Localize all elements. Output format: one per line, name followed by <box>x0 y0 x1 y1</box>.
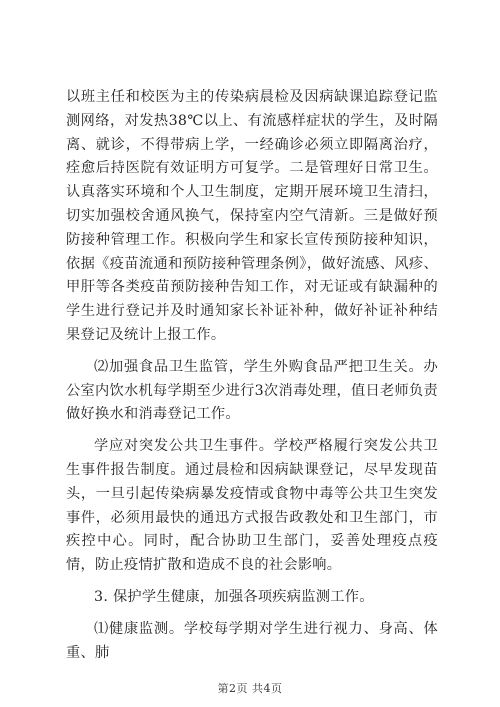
paragraph-food-hygiene: ⑵加强食品卫生监管，学生外购食品严把卫生关。办公室内饮水机每学期至少进行3次消毒处理，值日老师负责做好换水和消毒登记工作。 <box>66 358 438 423</box>
paragraph-health-monitoring-continued: 以班主任和校医为主的传染病晨检及因病缺课追踪登记监测网络，对发热38℃以上、有流感样症状的学生，及时隔离、就诊，不得带病上学，一经确诊必须立即隔离治疗，痊愈后持医院有效证明方可复学。二是管理好日常卫生。认真落实环境和个人卫生制度，定期开展环境卫生清扫，切实加强校舍通风换气，保持室内空气清新。三是做好预防接种管理工作。积极向学生和家长宣传预防接种知识，依据《疫苗流通和预防接种管理条例》，做好流感、风疹、甲肝等各类疫苗预防接种告知工作，对无证或有缺漏种的学生进行登记并及时通知家长补证补种，做好补证补种结果登记及统计上报工作。 <box>66 89 438 343</box>
document-body <box>66 86 438 673</box>
page-number-footer: 第2页 共4页 <box>217 682 283 695</box>
paragraph-public-health-emergency: 学应对突发公共卫生事件。学校严格履行突发公共卫生事件报告制度。通过晨检和因病缺课登记，尽早发现苗头，一旦引起传染病暴发疫情或食物中毒等公共卫生突发事件，必须用最快的通迅方式报告政教处和卫生部门，市疾控中心。同时，配合协助卫生部门，妥善处理疫点疫情，防止疫情扩散和造成不良的社会影响。 <box>66 438 438 574</box>
paragraph-health-check: ⑴健康监测。学校每学期对学生进行视力、身高、体重、肺 <box>66 620 438 661</box>
paragraph-section-3-heading: 3. 保护学生健康，加强各项疾病监测工作。 <box>94 588 374 605</box>
